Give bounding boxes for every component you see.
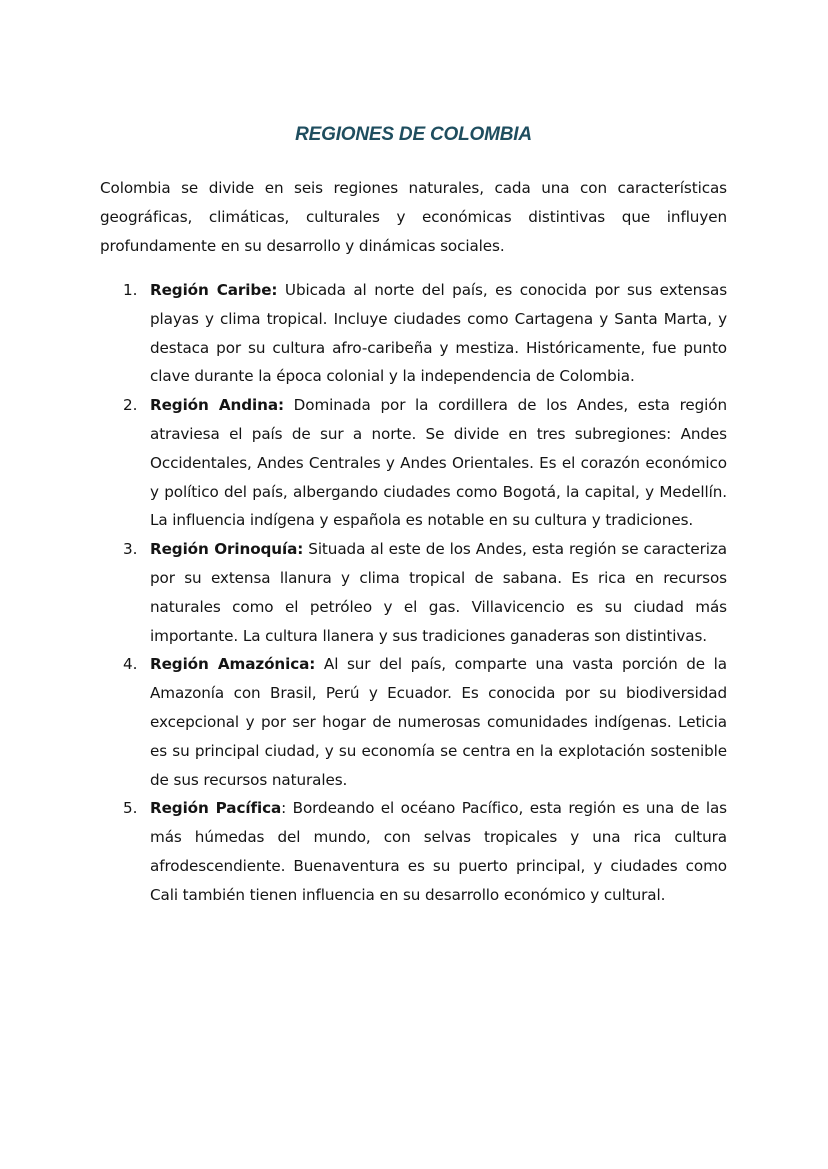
list-number: 4. [123,655,138,674]
region-description: : Bordeando el océano Pacífico, esta región es una de las más húmedas del mundo, con selvas tropicales y una rica cultura afrodescendiente. Buenaventura es su puerto principal, y ciudades como Cali también tienen influencia en su desarrollo económico y cultural. [150,799,727,904]
page-title: REGIONES DE COLOMBIA [295,124,532,145]
list-number: 5. [123,799,138,818]
list-item [100,650,727,794]
regions-list [100,276,727,910]
list-item [100,794,727,909]
region-name: Región Orinoquía: [150,540,304,559]
list-number: 3. [123,540,138,559]
region-description: Al sur del país, comparte una vasta porción de la Amazonía con Brasil, Perú y Ecuador. Es conocida por su biodiversidad excepcional y por ser hogar de numerosas comunidades indígenas. Leticia es su principal ciudad, y su economía se centra en la explotación sostenible de sus recursos naturales. [150,655,727,789]
intro-paragraph: Colombia se divide en seis regiones naturales, cada una con características geográficas, climáticas, culturales y económicas distintivas que influyen profundamente en su desarrollo y dinámicas sociales. [100,179,727,255]
list-number: 1. [123,281,138,299]
list-item [100,391,727,535]
region-description: Situada al este de los Andes, esta región se caracteriza por su extensa llanura y clima tropical de sabana. Es rica en recursos naturales como el petróleo y el gas. Villavicencio es su ciudad más importante. La cultura llanera y sus tradiciones ganaderas son distintivas. [150,540,727,645]
document-page [100,122,727,910]
region-description: Ubicada al norte del país, es conocida por sus extensas playas y clima tropical. Incluye ciudades como Cartagena y Santa Marta, y destaca por su cultura afro-caribeña y mestiza. Históricamente, fue punto clave durante la época colonial y la independencia de Colombia. [150,281,728,386]
list-item [100,535,727,650]
list-item [100,276,727,391]
region-name: Región Andina: [150,396,284,415]
region-name: Región Caribe: [150,281,278,299]
region-name: Región Amazónica: [150,655,316,674]
region-description: Dominada por la cordillera de los Andes, esta región atraviesa el país de sur a norte. Se divide en tres subregiones: Andes Occidentales, Andes Centrales y Andes Orientales. Es el corazón económico y político del país, albergando ciudades como Bogotá, la capital, y Medellín. La influencia indígena y española es notable en su cultura y tradiciones. [150,396,728,530]
region-name: Región Pacífica [150,799,282,818]
list-number: 2. [123,396,138,415]
